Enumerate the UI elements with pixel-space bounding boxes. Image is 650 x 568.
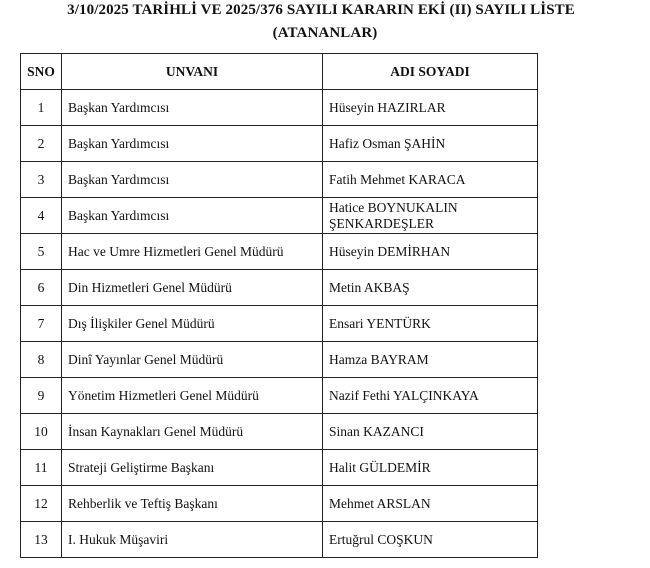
cell-unvani: Yönetim Hizmetleri Genel Müdürü xyxy=(62,378,323,414)
cell-adi-soyadi: Metin AKBAŞ xyxy=(323,270,538,306)
table-row xyxy=(21,198,538,234)
cell-unvani: Başkan Yardımcısı xyxy=(62,126,323,162)
table-row xyxy=(21,486,538,522)
document-title: 3/10/2025 TARİHLİ VE 2025/376 SAYILI KARARIN EKİ (II) SAYILI LİSTE xyxy=(67,2,575,18)
cell-sno: 2 xyxy=(21,126,62,162)
cell-sno: 10 xyxy=(21,414,62,450)
header-sno: SNO xyxy=(21,54,62,90)
cell-sno: 1 xyxy=(21,90,62,126)
cell-unvani: Başkan Yardımcısı xyxy=(62,162,323,198)
header-unvani: UNVANI xyxy=(62,54,323,90)
table-row xyxy=(21,234,538,270)
table-row xyxy=(21,90,538,126)
cell-unvani: Hac ve Umre Hizmetleri Genel Müdürü xyxy=(62,234,323,270)
cell-unvani: I. Hukuk Müşaviri xyxy=(62,522,323,558)
cell-adi-soyadi: Hüseyin HAZIRLAR xyxy=(323,90,538,126)
cell-sno: 5 xyxy=(21,234,62,270)
cell-unvani: Rehberlik ve Teftiş Başkanı xyxy=(62,486,323,522)
cell-unvani: Başkan Yardımcısı xyxy=(62,198,323,234)
table-header-row xyxy=(21,54,538,90)
table-row xyxy=(21,342,538,378)
cell-unvani: Strateji Geliştirme Başkanı xyxy=(62,450,323,486)
cell-sno: 8 xyxy=(21,342,62,378)
table-row xyxy=(21,162,538,198)
table-row xyxy=(21,414,538,450)
cell-adi-soyadi: Ertuğrul COŞKUN xyxy=(323,522,538,558)
cell-adi-soyadi: Hatice BOYNUKALIN ŞENKARDEŞLER xyxy=(323,198,538,234)
cell-unvani: Din Hizmetleri Genel Müdürü xyxy=(62,270,323,306)
table-row xyxy=(21,378,538,414)
cell-adi-soyadi: Hafiz Osman ŞAHİN xyxy=(323,126,538,162)
cell-adi-soyadi: Sinan KAZANCI xyxy=(323,414,538,450)
cell-sno: 12 xyxy=(21,486,62,522)
cell-unvani: Başkan Yardımcısı xyxy=(62,90,323,126)
cell-adi-soyadi: Nazif Fethi YALÇINKAYA xyxy=(323,378,538,414)
table-row xyxy=(21,270,538,306)
cell-sno: 3 xyxy=(21,162,62,198)
header-adi-soyadi: ADI SOYADI xyxy=(323,54,538,90)
cell-adi-soyadi: Halit GÜLDEMİR xyxy=(323,450,538,486)
cell-unvani: Dinî Yayınlar Genel Müdürü xyxy=(62,342,323,378)
cell-adi-soyadi: Ensari YENTÜRK xyxy=(323,306,538,342)
cell-sno: 7 xyxy=(21,306,62,342)
table-row xyxy=(21,306,538,342)
table-row xyxy=(21,522,538,558)
cell-adi-soyadi: Hamza BAYRAM xyxy=(323,342,538,378)
cell-adi-soyadi: Mehmet ARSLAN xyxy=(323,486,538,522)
cell-unvani: Dış İlişkiler Genel Müdürü xyxy=(62,306,323,342)
appointments-table xyxy=(20,53,538,558)
cell-sno: 6 xyxy=(21,270,62,306)
cell-unvani: İnsan Kaynakları Genel Müdürü xyxy=(62,414,323,450)
table-row xyxy=(21,450,538,486)
document-subtitle: (ATANANLAR) xyxy=(272,25,378,41)
table-row xyxy=(21,126,538,162)
cell-sno: 13 xyxy=(21,522,62,558)
cell-sno: 9 xyxy=(21,378,62,414)
cell-adi-soyadi: Fatih Mehmet KARACA xyxy=(323,162,538,198)
cell-adi-soyadi: Hüseyin DEMİRHAN xyxy=(323,234,538,270)
cell-sno: 4 xyxy=(21,198,62,234)
cell-sno: 11 xyxy=(21,450,62,486)
